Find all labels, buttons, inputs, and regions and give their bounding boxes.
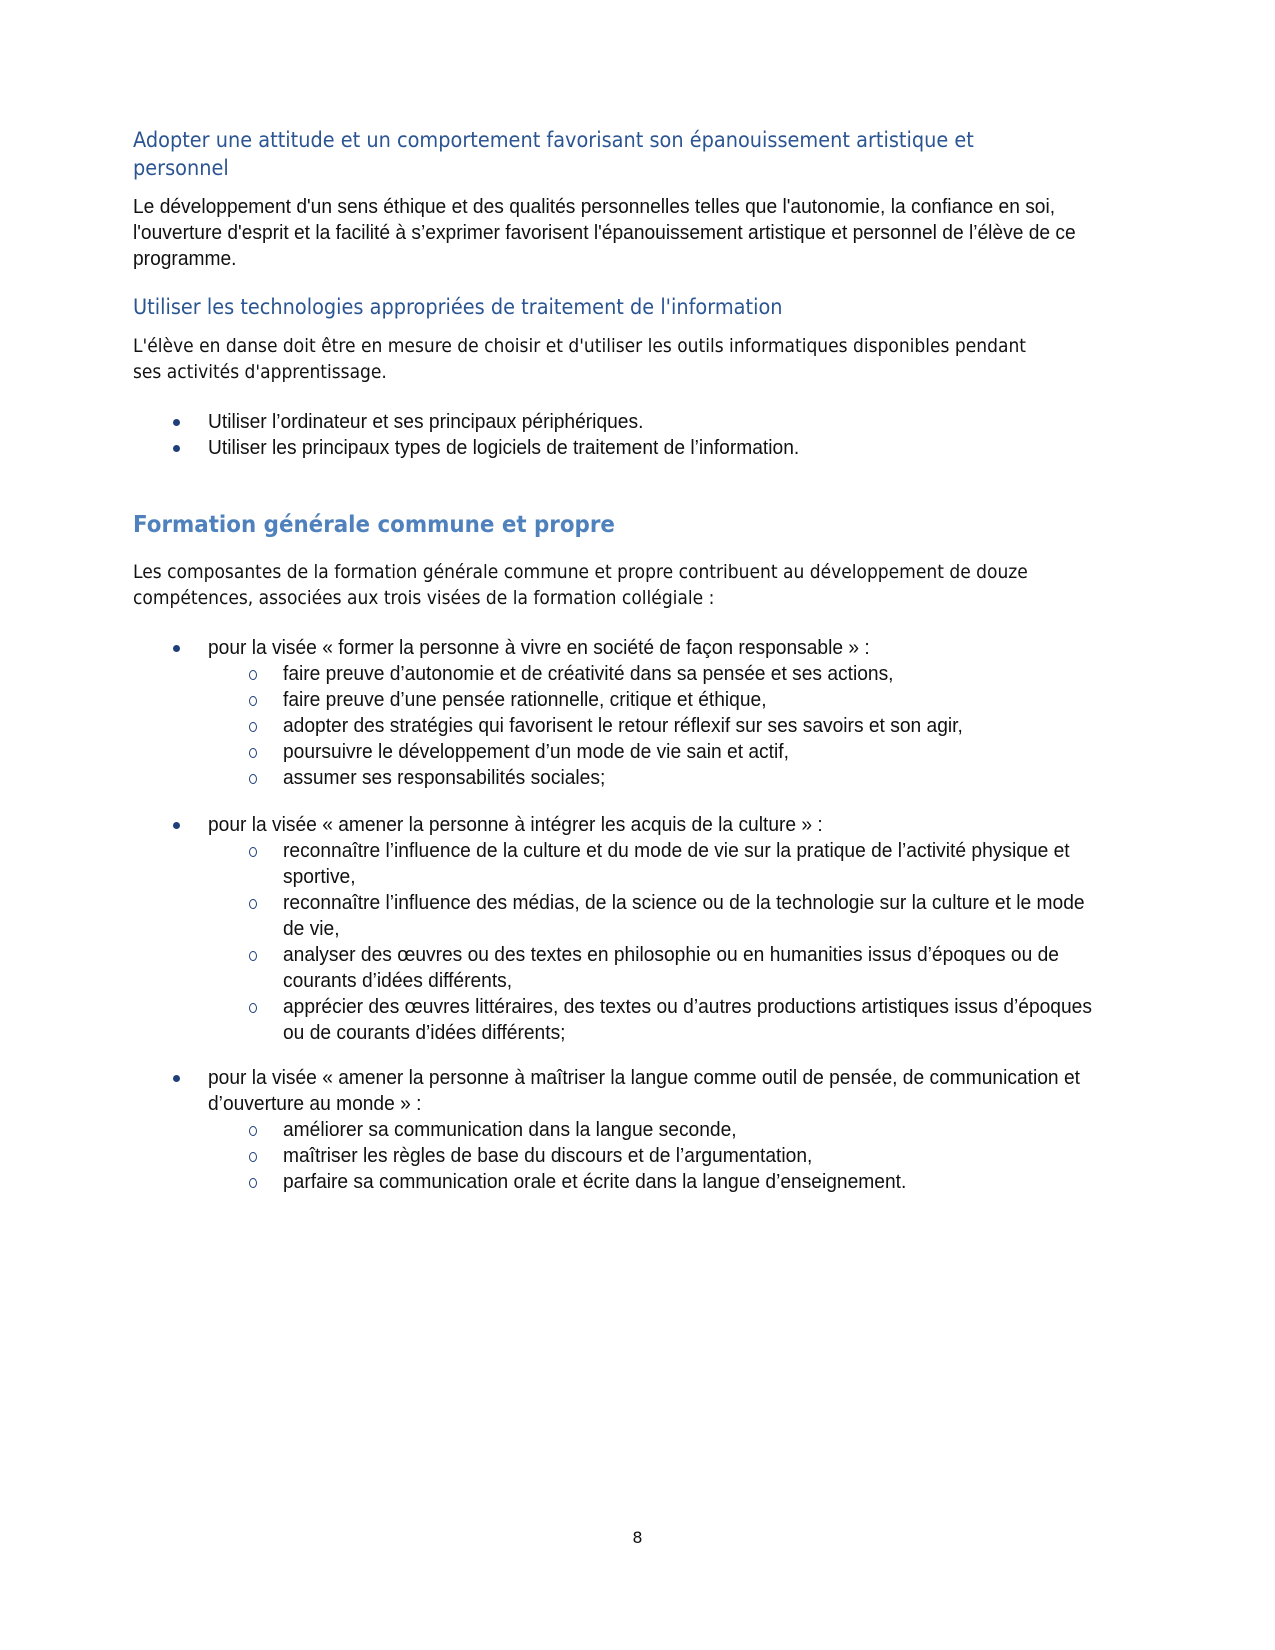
list-item: adopter des stratégies qui favorisent le retour réflexif sur ses savoirs et son agir, [208,713,1153,739]
list-item: reconnaître l’influence des médias, de la science ou de la technologie sur la culture et le mode de vie, [208,890,1153,942]
visee-item: pour la visée « amener la personne à intégrer les acquis de la culture » : reconnaître l’influence de la culture et du mode de vie sur la pratique de l’activité physique et sportive, reconnaître l’influence des médias, de la science ou de la technologie sur la culture et le mode de vie, analyser des œuvres ou des textes en philosophie ou en humanities issus d’époques ou de courants d’idées différents, apprécier des œuvres littéraires, des textes ou d’autres productions artistiques issus d’époques ou de courants d’idées différents; [133,812,1153,1046]
bullet-icon [173,822,180,829]
bullet-icon [173,645,180,652]
visee-item: pour la visée « amener la personne à maîtriser la langue comme outil de pensée, de communication et d’ouverture au monde » : améliorer sa communication dans la langue seconde, maîtriser les règles de base du discours et de l’argumentation, parfaire sa communication orale et écrite dans la langue d’enseignement. [133,1065,1153,1195]
list-item: faire preuve d’une pensée rationnelle, critique et éthique, [208,687,1153,713]
circle-bullet-icon [249,1003,257,1013]
competence-sublist [208,1117,1153,1195]
list-item: poursuivre le développement d’un mode de vie sain et actif, [208,739,1153,765]
list-item: Utiliser l’ordinateur et ses principaux périphériques. [133,409,1153,435]
circle-bullet-icon [249,748,257,758]
visee-list-3 [133,1065,1153,1195]
circle-bullet-icon [249,1178,257,1188]
list-item: maîtriser les règles de base du discours et de l’argumentation, [208,1143,1153,1169]
list-item: faire preuve d’autonomie et de créativité dans sa pensée et ses actions, [208,661,1153,687]
bullet-icon [173,419,180,426]
visee-list-2 [133,812,1153,1046]
circle-bullet-icon [249,951,257,961]
competence-sublist [208,661,1153,791]
bullet-icon [173,445,180,452]
section-heading-technologies: Utiliser les technologies appropriées de traitement de l'information [133,295,783,319]
visee-item: pour la visée « former la personne à vivre en société de façon responsable » : faire preuve d’autonomie et de créativité dans sa pensée et ses actions, faire preuve d’une pensée rationnelle, critique et éthique, adopter des stratégies qui favorisent le retour réflexif sur ses savoirs et son agir, poursuivre le développement d’un mode de vie sain et actif, assumer ses responsabilités sociales; [133,635,1153,791]
formation-heading: Formation générale commune et propre [133,512,615,538]
circle-bullet-icon [249,1126,257,1136]
circle-bullet-icon [249,899,257,909]
section-paragraph-technologies: L'élève en danse doit être en mesure de choisir et d'utiliser les outils informatiques disponibles pendant ses activités d'apprentissage. [133,335,1026,383]
bullet-icon [173,1075,180,1082]
list-item: apprécier des œuvres littéraires, des textes ou d’autres productions artistiques issus d’époques ou de courants d’idées différents; [208,994,1153,1046]
list-item: améliorer sa communication dans la langue seconde, [208,1117,1153,1143]
section-paragraph-attitude: Le développement d'un sens éthique et des qualités personnelles telles que l'autonomie, la confiance en soi, l'ouverture d'esprit et la facilité à s’exprimer favorisent l'épanouissement artistique et personnel de l’élève de ce programme. [133,196,1076,270]
section-heading-attitude: Adopter une attitude et un comportement favorisant son épanouissement artistique et personnel [133,128,974,180]
circle-bullet-icon [249,722,257,732]
circle-bullet-icon [249,1152,257,1162]
technologies-bullet-list [133,409,1153,461]
list-item: parfaire sa communication orale et écrite dans la langue d’enseignement. [208,1169,1153,1195]
circle-bullet-icon [249,696,257,706]
page-number: 8 [632,1528,643,1547]
list-item: Utiliser les principaux types de logiciels de traitement de l’information. [133,435,1153,461]
circle-bullet-icon [249,670,257,680]
list-item: reconnaître l’influence de la culture et du mode de vie sur la pratique de l’activité physique et sportive, [208,838,1153,890]
competence-sublist [208,838,1153,1046]
visee-list-1 [133,635,1153,791]
circle-bullet-icon [249,774,257,784]
list-item: analyser des œuvres ou des textes en philosophie ou en humanities issus d’époques ou de courants d’idées différents, [208,942,1153,994]
circle-bullet-icon [249,847,257,857]
formation-intro: Les composantes de la formation générale commune et propre contribuent au développement de douze compétences, associées aux trois visées de la formation collégiale : [133,561,1028,609]
list-item: assumer ses responsabilités sociales; [208,765,1153,791]
